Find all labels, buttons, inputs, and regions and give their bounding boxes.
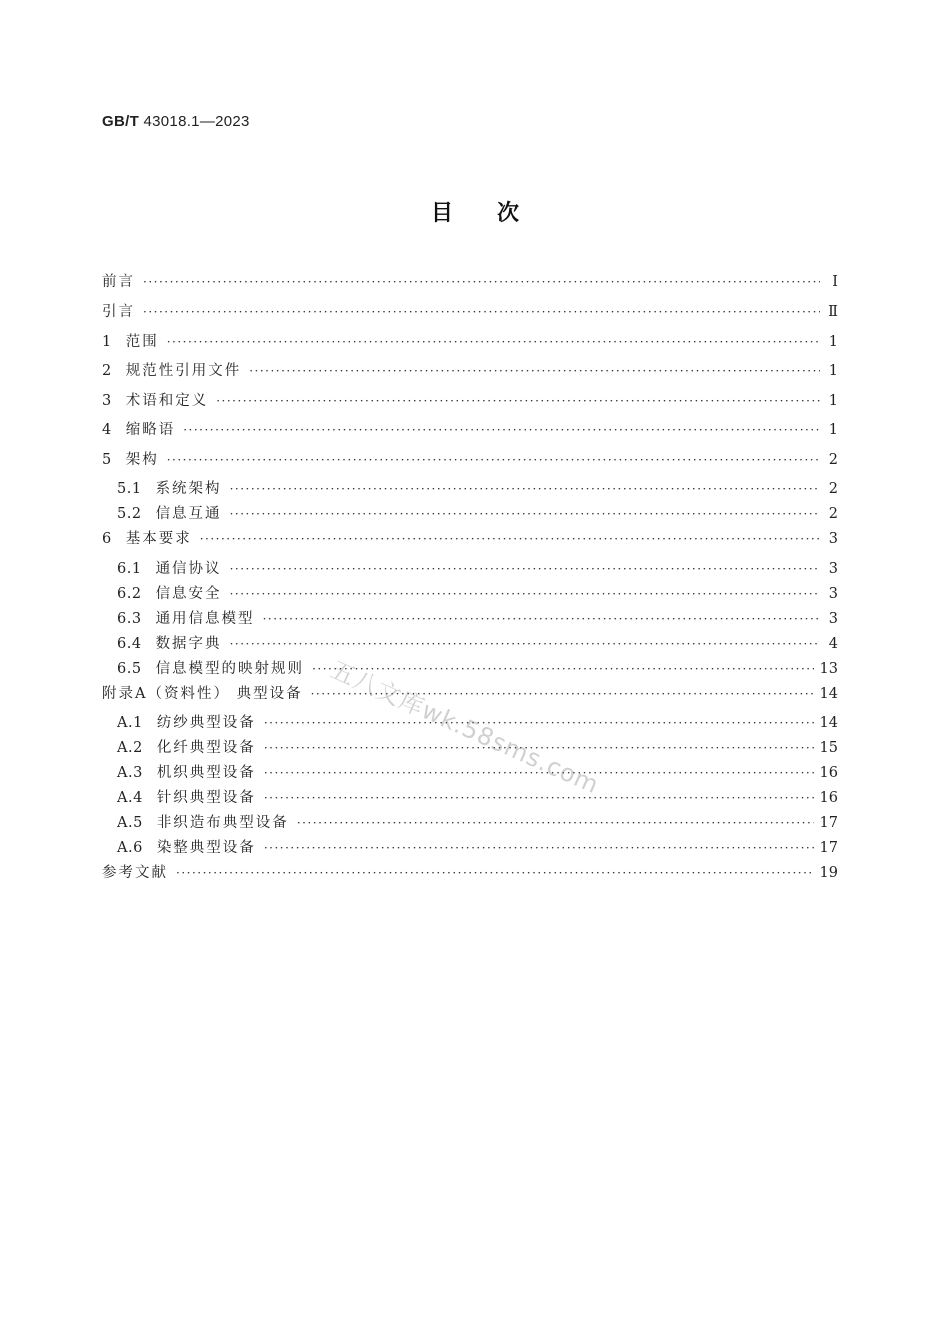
- toc-entry[interactable]: [102, 448, 838, 478]
- page-title: 目次: [430, 201, 563, 226]
- table-of-contents: [102, 270, 838, 891]
- toc-entry[interactable]: [102, 502, 838, 527]
- toc-leader-dots: [249, 364, 820, 378]
- toc-leader-dots: [167, 335, 820, 349]
- toc-entry-page: 2: [828, 451, 838, 468]
- toc-entry-label: 系统架构: [155, 481, 222, 497]
- toc-entry-label: 基本要求: [125, 531, 192, 547]
- toc-entry-label: 架构: [125, 451, 159, 468]
- toc-entry-label: 纺纱典型设备: [156, 715, 256, 731]
- toc-entry-page: 1: [828, 363, 838, 379]
- toc-entry-page: 1: [828, 333, 838, 350]
- toc-entry-page: 2: [828, 506, 838, 522]
- toc-entry-number: A.2: [117, 740, 143, 756]
- toc-entry[interactable]: [102, 682, 838, 712]
- toc-entry-page: 14: [819, 685, 838, 702]
- toc-leader-dots: [230, 562, 820, 576]
- toc-entry-label: 化纤典型设备: [156, 740, 256, 756]
- toc-entry[interactable]: [102, 657, 838, 682]
- toc-entry-label: 参考文献: [102, 865, 168, 881]
- toc-leader-dots: [143, 275, 820, 289]
- toc-entry-page: 16: [819, 765, 838, 781]
- toc-entry[interactable]: [102, 359, 838, 389]
- toc-leader-dots: [264, 791, 814, 805]
- toc-entry-number: 3: [102, 392, 112, 409]
- toc-entry-label: 信息模型的映射规则: [155, 660, 305, 677]
- toc-entry-page: 13: [819, 660, 838, 677]
- toc-leader-dots: [230, 482, 820, 496]
- toc-entry-number: 6.2: [117, 585, 142, 602]
- toc-leader-dots: [176, 866, 814, 880]
- toc-entry-page: 3: [828, 560, 838, 577]
- toc-entry-label: 信息互通: [155, 506, 222, 522]
- toc-entry-label: 机织典型设备: [156, 765, 256, 781]
- toc-entry[interactable]: [102, 557, 838, 582]
- toc-leader-dots: [183, 423, 820, 437]
- toc-leader-dots: [263, 612, 820, 626]
- toc-entry[interactable]: [102, 527, 838, 557]
- toc-entry-label: 通用信息模型: [155, 610, 255, 627]
- toc-entry-page: 14: [819, 715, 838, 731]
- toc-entry-number: A.6: [117, 840, 143, 856]
- toc-entry-number: 6.4: [117, 635, 142, 652]
- toc-entry-label: 信息安全: [155, 585, 222, 602]
- toc-entry-label: 术语和定义: [125, 392, 209, 409]
- toc-entry-page: 2: [828, 481, 838, 497]
- toc-entry-page: 19: [819, 865, 838, 881]
- toc-entry-label: 前言: [102, 274, 135, 290]
- toc-entry-label: 通信协议: [155, 560, 222, 577]
- toc-entry-label: 范围: [125, 333, 159, 350]
- toc-entry-number: A.4: [117, 790, 143, 806]
- toc-entry[interactable]: [102, 330, 838, 360]
- toc-entry-number: A.3: [117, 765, 143, 781]
- watermark: 五八文库wk.58sms.com: [326, 655, 604, 800]
- toc-entry[interactable]: [102, 861, 838, 891]
- toc-entry[interactable]: [102, 607, 838, 632]
- toc-entry[interactable]: [102, 836, 838, 861]
- toc-entry-page: 15: [819, 740, 838, 756]
- toc-entry-number: 1: [102, 333, 112, 350]
- toc-entry[interactable]: [102, 786, 838, 811]
- toc-leader-dots: [230, 637, 820, 651]
- toc-entry[interactable]: [102, 582, 838, 607]
- toc-entry-number: 4: [102, 422, 112, 438]
- toc-leader-dots: [230, 507, 820, 521]
- toc-entry[interactable]: [102, 300, 838, 330]
- toc-entry[interactable]: [102, 811, 838, 836]
- toc-entry-label: 非织造布典型设备: [156, 815, 289, 831]
- toc-entry-label: 引言: [102, 304, 135, 320]
- toc-entry-page: 3: [828, 531, 838, 547]
- toc-entry-label: 针织典型设备: [156, 790, 256, 806]
- toc-entry-number: 2: [102, 363, 112, 379]
- toc-entry-number: A.1: [117, 715, 143, 731]
- toc-leader-dots: [216, 394, 820, 408]
- toc-entry[interactable]: [102, 270, 838, 300]
- toc-entry-number: 5: [102, 451, 112, 468]
- toc-leader-dots: [143, 305, 820, 319]
- toc-entry-page: 1: [828, 422, 838, 438]
- standard-code-number: 43018.1—2023: [143, 113, 250, 130]
- toc-leader-dots: [297, 816, 814, 830]
- toc-entry[interactable]: [102, 761, 838, 786]
- toc-entry[interactable]: [102, 477, 838, 502]
- toc-entry-label: 染整典型设备: [156, 840, 256, 856]
- toc-entry-label: 缩略语: [125, 422, 176, 438]
- toc-entry-page: Ⅱ: [828, 304, 838, 320]
- toc-entry[interactable]: [102, 389, 838, 419]
- toc-entry-number: 5.2: [117, 506, 142, 522]
- toc-leader-dots: [230, 587, 820, 601]
- toc-entry-page: 4: [828, 635, 838, 652]
- toc-entry-page: 17: [819, 840, 838, 856]
- toc-entry-number: 6.3: [117, 610, 142, 627]
- toc-entry[interactable]: [102, 632, 838, 657]
- toc-entry-label: 附录A（资料性） 典型设备: [102, 685, 303, 702]
- toc-entry-number: 6.5: [117, 660, 142, 677]
- toc-entry-page: 16: [819, 790, 838, 806]
- toc-entry-page: 3: [828, 585, 838, 602]
- toc-entry[interactable]: [102, 418, 838, 448]
- toc-leader-dots: [264, 716, 814, 730]
- toc-entry-number: A.5: [117, 815, 143, 831]
- standard-code: [102, 113, 250, 130]
- toc-entry-page: 1: [828, 392, 838, 409]
- toc-leader-dots: [264, 841, 814, 855]
- toc-entry-label: 数据字典: [155, 635, 222, 652]
- standard-code-prefix: GB/T: [102, 113, 140, 130]
- toc-leader-dots: [167, 453, 820, 467]
- toc-entry-page: Ⅰ: [832, 274, 838, 290]
- toc-entry-page: 3: [828, 610, 838, 627]
- toc-entry-page: 17: [819, 815, 838, 831]
- toc-leader-dots: [200, 532, 820, 546]
- toc-entry-label: 规范性引用文件: [125, 363, 242, 379]
- toc-entry-number: 6: [102, 531, 112, 547]
- toc-entry-number: 6.1: [117, 560, 142, 577]
- toc-entry-number: 5.1: [117, 481, 142, 497]
